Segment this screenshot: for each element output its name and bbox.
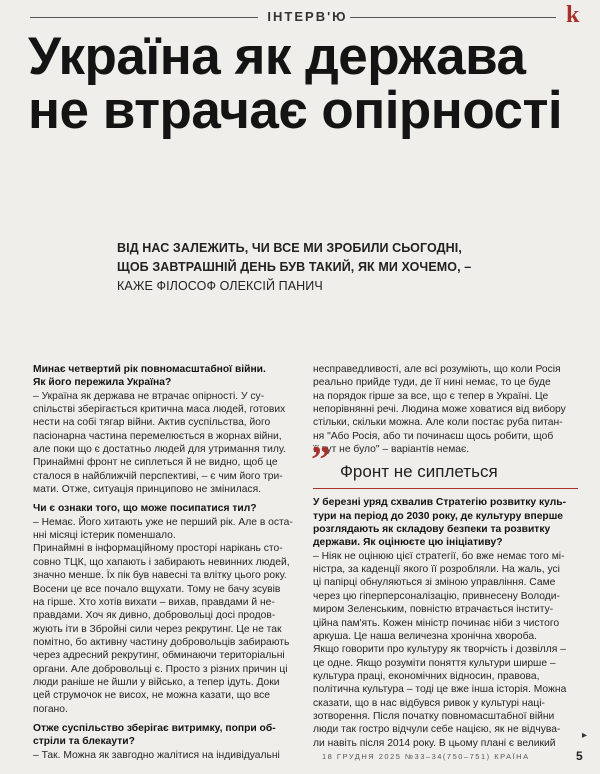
brand-logo: k <box>566 2 580 28</box>
body-text-line: культура праці, економічних відносин, правова, <box>313 670 540 682</box>
body-text-line: сказати, що в нас відбувся ривок у культурі наці- <box>313 697 545 709</box>
body-text-line: – Ніяк не оцінюю цієї стратегії, бо вже немає того мі- <box>313 550 565 562</box>
body-text-line: органи. Але добровольці є. Просто з різних причин ці <box>33 663 288 675</box>
body-text-line: нести на собі тягар війни. Актив суспільства, його <box>33 417 271 429</box>
body-text-line: Принаймні фронт не сиплеться й не видно, щоб це <box>33 457 278 469</box>
question-text-line: стріли та блекаути? <box>33 736 135 748</box>
body-text-line: ційна пам'ять. Кожен міністр починає ніби з чистого <box>313 617 560 629</box>
body-text-line: – Немає. Його хитають уже не перший рік. Але в оста- <box>33 516 293 528</box>
body-text-line: погано. <box>33 703 68 715</box>
body-text-line: мати. Отже, ситуація принципово не змінилася. <box>33 484 262 496</box>
question-text-line: Минає четвертий рік повномасштабної війни. <box>33 364 266 375</box>
question-text-line: розглядають як складову безпеки та розвитку <box>313 524 551 536</box>
body-text-line: миром Зеленським, повністю втрачається інститу- <box>313 604 554 616</box>
body-text-line: через адресний рекрутинг, обминаючи територіальні <box>33 650 285 662</box>
body-text-line: ці папірці обнуляються зі зміною управління. Саме <box>313 577 556 589</box>
body-text-line: цей струмочок не висох, не можна казати, що все <box>33 690 270 702</box>
body-text-line: сталося в найближчій перспективі, – є чим його три- <box>33 470 283 482</box>
body-text-line: спільстві зберігається критична маса людей, готових <box>33 404 286 416</box>
issue-info: 18 ГРУДНЯ 2025 №33–34(750–751) КРАЇНА <box>322 752 530 761</box>
body-text-line: аркуша. Це наша величезна хронічна хвороба. <box>313 630 537 642</box>
body-text-line: жують іти в Збройні сили через рекрутинг. Це не так <box>33 623 282 635</box>
question-text-line: держави. Як оцінюєте цю ініціативу? <box>313 537 503 549</box>
question-text-line: тури на період до 2030 року, де культуру вперше <box>313 510 564 522</box>
body-text-line: Принаймні в інформаційному просторі нарікань сто- <box>33 543 283 555</box>
lead-line-3: КАЖЕ ФІЛОСОФ ОЛЕКСІЙ ПАНИЧ <box>117 279 323 293</box>
article-title <box>28 27 588 140</box>
body-text-line: значно менше. Їх пік був навесні та влітку цього року. <box>33 570 287 582</box>
body-text-line: люди так гостро відчули себе нацією, як не відчува- <box>313 724 561 736</box>
right-column <box>313 363 578 750</box>
left-column <box>33 363 303 762</box>
lead-line-1: ВІД НАС ЗАЛЕЖИТЬ, ЧИ ВСЕ МИ ЗРОБИЛИ СЬОГОДНІ, <box>117 241 462 255</box>
chevron-right-icon: ▸ <box>582 730 588 741</box>
body-text-line: Якщо говорити про культуру як творчість і дозвілля – <box>313 644 566 656</box>
body-text-line: але поки що є достатньо людей для утримання тилу. <box>33 444 286 456</box>
header-rule-left <box>30 17 258 18</box>
body-text-line: стільки, скільки можна. Але коли постає руба питан- <box>313 417 563 429</box>
question-text-line: Як його пережила Україна? <box>33 377 172 389</box>
body-text-line: ня "Або Росія, або ти починаєш щось робити, щоб <box>313 430 554 442</box>
body-text-line: – Україна як держава не втрачає опірності. У су- <box>33 390 265 402</box>
subhead-rule <box>313 488 578 489</box>
body-text-line: реально прийде туди, де її нині немає, то це буде <box>313 377 551 389</box>
question-text-line: У березні уряд схвалив Стратегію розвитку куль- <box>313 497 566 509</box>
body-text-line: політична культура – тоді це вже інша історія. Можна <box>313 684 567 696</box>
body-text-line: совно ТЦК, що хапають і забирають невинних людей, <box>33 556 290 568</box>
right-column-bottom <box>313 496 578 750</box>
page-number: 5 <box>576 749 583 763</box>
body-text-line: це одне. Якщо розуміти поняття культури ширше – <box>313 657 556 669</box>
subhead-title: Фронт не сиплеться <box>340 462 498 482</box>
quote-mark-icon: ” <box>311 439 330 482</box>
body-text-line: люди раніше не йшли у військо, а тепер ідуть. Доки <box>33 676 280 688</box>
body-text-line: ли навіть після 2014 року. В цьому плані є великий <box>313 737 556 749</box>
body-text-line: ністра, за каденції якого її розробляли. На жаль, усі <box>313 564 560 576</box>
body-text-line: на гірше. Хто хотів вихати – вихав, правдами й не- <box>33 596 275 608</box>
article-title-line-2: не втрачає опірності <box>28 81 563 140</box>
body-text-line: нні місяці істерик поменшало. <box>33 530 176 542</box>
article-title-line-1: Україна як держава <box>28 27 526 86</box>
body-text-line: помітно, бо активну частину добровольців забирають <box>33 636 290 648</box>
question-text-line: Чи є ознаки того, що може посипатися тил? <box>33 503 257 515</box>
lead-line-2: ЩОБ ЗАВТРАШНІЙ ДЕНЬ БУВ ТАКИЙ, ЯК МИ ХОЧЕМО, – <box>117 260 472 274</box>
body-text-line: її тут не було" – варіантів немає. <box>313 444 470 456</box>
right-column-top <box>313 363 578 456</box>
body-text-line: через цю гіперперсоналізацію, привнесену Володи- <box>313 590 560 602</box>
section-label: ІНТЕРВ'Ю <box>267 9 348 24</box>
body-text-line: на порядок гірше за все, що є тепер в Україні. Це <box>313 390 549 402</box>
question-text-line: Отже суспільство зберігає витримку, попри об- <box>33 722 276 734</box>
body-text-line: зотворення. Після початку повномасштабної війни <box>313 710 555 722</box>
body-text-line: несправедливості, але всі розуміють, що коли Росія <box>313 364 561 375</box>
body-text-line: – Так. Можна як завгодно жалітися на індивідуальні <box>33 749 280 761</box>
body-text-line: пасіонарна частина перемелюється в жорнах війни, <box>33 430 282 442</box>
body-text-line: Восени це все почало вщухати. Тому не бачу зсувів <box>33 583 281 595</box>
header-rule-right <box>350 17 556 18</box>
body-text-line: непорівнянні речі. Людина може ховатися від вибору <box>313 404 566 416</box>
body-text-line: правдами. Хоч як дивно, добровольці досі продов- <box>33 610 276 622</box>
article-lead <box>117 239 557 296</box>
